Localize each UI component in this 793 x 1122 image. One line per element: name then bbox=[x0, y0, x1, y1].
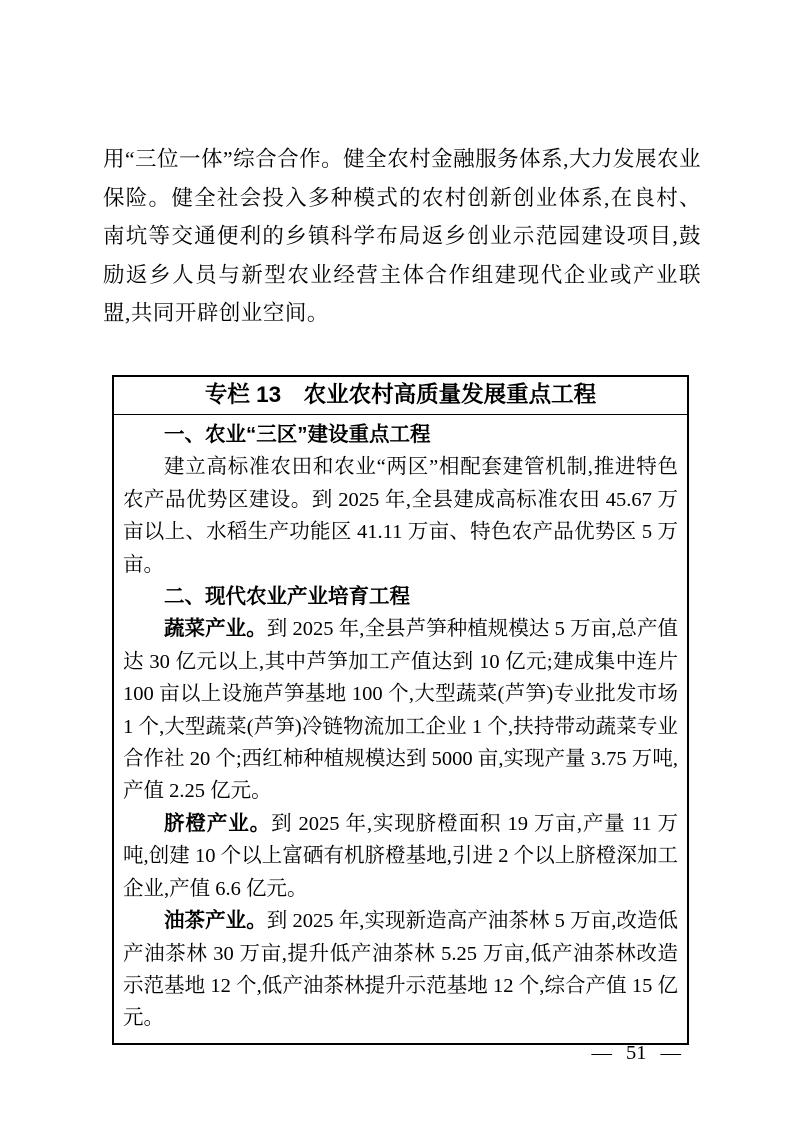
page-footer bbox=[592, 1041, 682, 1065]
footer-dash-left: — bbox=[591, 1042, 612, 1064]
section-2-heading: 二、现代农业产业培育工程 bbox=[164, 585, 410, 609]
industry-lead-navel-orange: 脐橙产业。 bbox=[164, 811, 272, 835]
callout-content bbox=[114, 415, 687, 1043]
section-1-heading: 一、农业“三区”建设重点工程 bbox=[164, 423, 431, 446]
industry-lead-vegetable: 蔬菜产业。 bbox=[164, 617, 267, 641]
industry-text-camellia: 到 2025 年,实现新造高产油茶林 5 万亩,改造低产油茶林 30 万亩,提升低产油茶林 5.25 万亩,低产油茶林改造示范基地 12 个,低产油茶林提升示范基地 12 个,综合产值 15 亿元。 bbox=[123, 910, 679, 1030]
industry-text-navel-orange: 到 2025 年,实现脐橙面积 19 万亩,产量 11 万吨,创建 10 个以上富硒有机脐橙基地,引进 2 个以上脐橙深加工企业,产值 6.6 亿元。 bbox=[123, 812, 679, 900]
industry-paragraph-camellia bbox=[123, 905, 678, 1035]
callout-title: 专栏 13 农业农村高质量发展重点工程 bbox=[114, 377, 687, 415]
callout-box bbox=[112, 375, 689, 1045]
page-number: 51 bbox=[626, 1042, 647, 1064]
body-paragraph: 用“三位一体”综合合作。健全农村金融服务体系,大力发展农业保险。健全社会投入多种模式的农村创新创业体系,在良村、南坑等交通便利的乡镇科学布局返乡创业示范园建设项目,鼓励返乡人员与新型农业经营主体合作组建现代企业或产业联盟,共同开辟创业空间。 bbox=[103, 147, 701, 325]
industry-paragraph-vegetable bbox=[123, 613, 678, 807]
footer-dash-right: — bbox=[660, 1042, 681, 1064]
industry-paragraph-navel-orange bbox=[123, 808, 678, 905]
industry-lead-camellia: 油茶产业。 bbox=[164, 909, 267, 933]
section-1-paragraph: 建立高标准农田和农业“两区”相配套建管机制,推进特色农产品优势区建设。到 2025 年,全县建成高标准农田 45.67 万亩以上、水稻生产功能区 41.11 万亩、特色农产品优势区 5 万亩。 bbox=[123, 456, 678, 576]
industry-text-vegetable: 到 2025 年,全县芦笋种植规模达 5 万亩,总产值达 30 亿元以上,其中芦笋加工产值达到 10 亿元;建成集中连片 100 亩以上设施芦笋基地 100 个,大型蔬菜(芦笋)专业批发市场 1 个,大型蔬菜(芦笋)冷链物流加工企业 1 个,扶持带动蔬菜专业合作社 20 个;西红柿种植规模达到 5000 亩,实现产量 3.75 万吨,产值 2.25 亿元。 bbox=[123, 618, 679, 803]
